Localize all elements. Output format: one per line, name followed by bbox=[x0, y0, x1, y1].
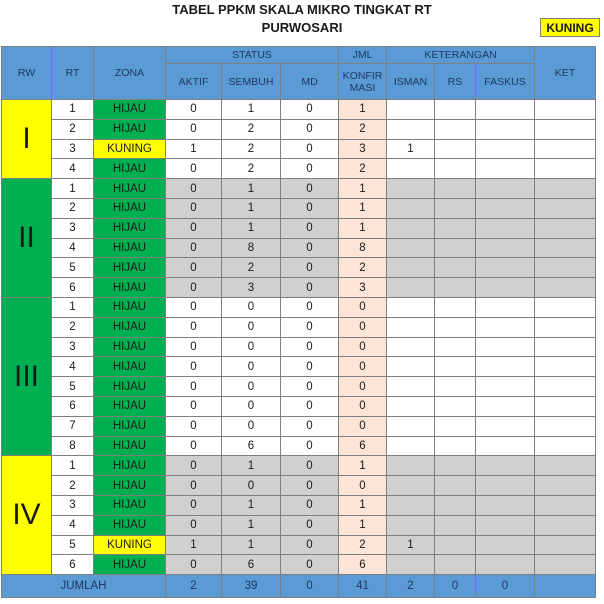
rw-label: I bbox=[2, 100, 52, 179]
table-row bbox=[2, 357, 596, 377]
aktif-cell: 0 bbox=[166, 317, 222, 337]
table-row bbox=[2, 515, 596, 535]
header-jml-line1: JML bbox=[339, 47, 387, 64]
ket-cell bbox=[535, 476, 596, 496]
zona-cell: HIJAU bbox=[94, 100, 166, 120]
rt-cell: 3 bbox=[52, 495, 94, 515]
total-label: JUMLAH bbox=[2, 575, 166, 598]
rt-cell: 8 bbox=[52, 436, 94, 456]
konfirmasi-cell: 1 bbox=[339, 179, 387, 199]
table-row bbox=[2, 396, 596, 416]
md-cell: 0 bbox=[281, 377, 339, 397]
aktif-cell: 0 bbox=[166, 476, 222, 496]
header-konfirmasi bbox=[339, 64, 387, 100]
rs-cell bbox=[435, 456, 476, 476]
zona-cell: HIJAU bbox=[94, 258, 166, 278]
ket-cell bbox=[535, 198, 596, 218]
faskus-cell bbox=[476, 476, 535, 496]
sembuh-cell: 8 bbox=[222, 238, 281, 258]
zona-cell: HIJAU bbox=[94, 436, 166, 456]
rt-cell: 3 bbox=[52, 218, 94, 238]
konfirmasi-cell: 0 bbox=[339, 476, 387, 496]
ket-cell bbox=[535, 100, 596, 120]
isman-cell bbox=[387, 357, 435, 377]
isman-cell: 1 bbox=[387, 535, 435, 555]
aktif-cell: 0 bbox=[166, 278, 222, 298]
rs-cell bbox=[435, 139, 476, 159]
sembuh-cell: 1 bbox=[222, 535, 281, 555]
header-sembuh: SEMBUH bbox=[222, 64, 281, 100]
table-row bbox=[2, 377, 596, 397]
aktif-cell: 0 bbox=[166, 297, 222, 317]
sembuh-cell: 1 bbox=[222, 179, 281, 199]
konfirmasi-cell: 1 bbox=[339, 100, 387, 120]
table-row bbox=[2, 337, 596, 357]
faskus-cell bbox=[476, 119, 535, 139]
zona-cell: HIJAU bbox=[94, 377, 166, 397]
zona-cell: HIJAU bbox=[94, 297, 166, 317]
isman-cell bbox=[387, 317, 435, 337]
total-md: 0 bbox=[281, 575, 339, 598]
zona-cell: HIJAU bbox=[94, 495, 166, 515]
isman-cell bbox=[387, 238, 435, 258]
konfirmasi-cell: 1 bbox=[339, 218, 387, 238]
table-row bbox=[2, 476, 596, 496]
rt-cell: 2 bbox=[52, 198, 94, 218]
rs-cell bbox=[435, 416, 476, 436]
zona-cell: HIJAU bbox=[94, 159, 166, 179]
faskus-cell bbox=[476, 159, 535, 179]
page-title: TABEL PPKM SKALA MIKRO TINGKAT RT bbox=[172, 2, 432, 17]
faskus-cell bbox=[476, 515, 535, 535]
sembuh-cell: 2 bbox=[222, 119, 281, 139]
md-cell: 0 bbox=[281, 476, 339, 496]
table-row bbox=[2, 456, 596, 476]
md-cell: 0 bbox=[281, 317, 339, 337]
rs-cell bbox=[435, 436, 476, 456]
rs-cell bbox=[435, 218, 476, 238]
rt-cell: 1 bbox=[52, 100, 94, 120]
konfirmasi-cell: 2 bbox=[339, 258, 387, 278]
ket-cell bbox=[535, 377, 596, 397]
ket-cell bbox=[535, 555, 596, 575]
faskus-cell bbox=[476, 535, 535, 555]
zona-cell: HIJAU bbox=[94, 396, 166, 416]
total-isman: 2 bbox=[387, 575, 435, 598]
zona-cell: HIJAU bbox=[94, 515, 166, 535]
ket-cell bbox=[535, 278, 596, 298]
zona-cell: HIJAU bbox=[94, 476, 166, 496]
isman-cell bbox=[387, 396, 435, 416]
rt-cell: 5 bbox=[52, 258, 94, 278]
isman-cell bbox=[387, 456, 435, 476]
rs-cell bbox=[435, 100, 476, 120]
total-faskus: 0 bbox=[476, 575, 535, 598]
isman-cell bbox=[387, 555, 435, 575]
rs-cell bbox=[435, 258, 476, 278]
status-badge: KUNING bbox=[540, 18, 600, 37]
total-konfirmasi: 41 bbox=[339, 575, 387, 598]
isman-cell bbox=[387, 218, 435, 238]
header-zona: ZONA bbox=[94, 47, 166, 100]
zona-cell: HIJAU bbox=[94, 119, 166, 139]
rs-cell bbox=[435, 535, 476, 555]
isman-cell bbox=[387, 377, 435, 397]
rs-cell bbox=[435, 179, 476, 199]
rt-cell: 3 bbox=[52, 139, 94, 159]
rt-cell: 6 bbox=[52, 555, 94, 575]
md-cell: 0 bbox=[281, 416, 339, 436]
rs-cell bbox=[435, 297, 476, 317]
header-rt: RT bbox=[52, 47, 94, 100]
isman-cell bbox=[387, 337, 435, 357]
ket-cell bbox=[535, 317, 596, 337]
faskus-cell bbox=[476, 436, 535, 456]
konfirmasi-cell: 0 bbox=[339, 317, 387, 337]
faskus-cell bbox=[476, 357, 535, 377]
rt-cell: 2 bbox=[52, 119, 94, 139]
page-subtitle: PURWOSARI bbox=[261, 20, 343, 35]
total-row bbox=[2, 575, 596, 598]
ket-cell bbox=[535, 535, 596, 555]
isman-cell bbox=[387, 297, 435, 317]
rw-label: II bbox=[2, 179, 52, 298]
table-row bbox=[2, 198, 596, 218]
md-cell: 0 bbox=[281, 337, 339, 357]
faskus-cell bbox=[476, 258, 535, 278]
konfirmasi-cell: 3 bbox=[339, 278, 387, 298]
faskus-cell bbox=[476, 396, 535, 416]
aktif-cell: 0 bbox=[166, 416, 222, 436]
isman-cell bbox=[387, 179, 435, 199]
faskus-cell bbox=[476, 139, 535, 159]
konfirmasi-cell: 0 bbox=[339, 357, 387, 377]
isman-cell bbox=[387, 278, 435, 298]
zona-cell: HIJAU bbox=[94, 337, 166, 357]
isman-cell bbox=[387, 198, 435, 218]
rw-label: III bbox=[2, 297, 52, 455]
aktif-cell: 0 bbox=[166, 396, 222, 416]
table-row bbox=[2, 218, 596, 238]
aktif-cell: 0 bbox=[166, 495, 222, 515]
ket-cell bbox=[535, 258, 596, 278]
sembuh-cell: 1 bbox=[222, 218, 281, 238]
rt-cell: 4 bbox=[52, 159, 94, 179]
konfirmasi-cell: 2 bbox=[339, 119, 387, 139]
ket-cell bbox=[535, 396, 596, 416]
table-row bbox=[2, 555, 596, 575]
rt-cell: 6 bbox=[52, 278, 94, 298]
sembuh-cell: 0 bbox=[222, 377, 281, 397]
konfirmasi-cell: 0 bbox=[339, 337, 387, 357]
sembuh-cell: 2 bbox=[222, 139, 281, 159]
total-aktif: 2 bbox=[166, 575, 222, 598]
table-row bbox=[2, 416, 596, 436]
konfirmasi-cell: 0 bbox=[339, 377, 387, 397]
header-rw: RW bbox=[2, 47, 52, 100]
konfirmasi-cell: 1 bbox=[339, 515, 387, 535]
aktif-cell: 0 bbox=[166, 238, 222, 258]
rs-cell bbox=[435, 476, 476, 496]
faskus-cell bbox=[476, 416, 535, 436]
md-cell: 0 bbox=[281, 396, 339, 416]
zona-cell: HIJAU bbox=[94, 317, 166, 337]
rs-cell bbox=[435, 278, 476, 298]
isman-cell bbox=[387, 119, 435, 139]
sembuh-cell: 3 bbox=[222, 278, 281, 298]
faskus-cell bbox=[476, 238, 535, 258]
rt-cell: 4 bbox=[52, 238, 94, 258]
rt-cell: 2 bbox=[52, 476, 94, 496]
isman-cell bbox=[387, 258, 435, 278]
md-cell: 0 bbox=[281, 278, 339, 298]
sembuh-cell: 2 bbox=[222, 258, 281, 278]
table-row bbox=[2, 139, 596, 159]
konfirmasi-cell: 0 bbox=[339, 416, 387, 436]
md-cell: 0 bbox=[281, 258, 339, 278]
rw-label: IV bbox=[2, 456, 52, 575]
faskus-cell bbox=[476, 179, 535, 199]
md-cell: 0 bbox=[281, 238, 339, 258]
konfirmasi-cell: 1 bbox=[339, 495, 387, 515]
zona-cell: HIJAU bbox=[94, 357, 166, 377]
rs-cell bbox=[435, 357, 476, 377]
sembuh-cell: 0 bbox=[222, 297, 281, 317]
zona-cell: HIJAU bbox=[94, 456, 166, 476]
ket-cell bbox=[535, 159, 596, 179]
header-md: MD bbox=[281, 64, 339, 100]
table-row bbox=[2, 436, 596, 456]
ket-cell bbox=[535, 139, 596, 159]
aktif-cell: 0 bbox=[166, 377, 222, 397]
rs-cell bbox=[435, 377, 476, 397]
rt-cell: 4 bbox=[52, 515, 94, 535]
rs-cell bbox=[435, 119, 476, 139]
total-ket bbox=[535, 575, 596, 598]
header-isman: ISMAN bbox=[387, 64, 435, 100]
rt-cell: 1 bbox=[52, 456, 94, 476]
ket-cell bbox=[535, 357, 596, 377]
table-row bbox=[2, 495, 596, 515]
faskus-cell bbox=[476, 100, 535, 120]
rs-cell bbox=[435, 515, 476, 535]
sembuh-cell: 1 bbox=[222, 515, 281, 535]
table-row bbox=[2, 535, 596, 555]
md-cell: 0 bbox=[281, 179, 339, 199]
table-row bbox=[2, 317, 596, 337]
konfirmasi-cell: 8 bbox=[339, 238, 387, 258]
konfirmasi-cell: 0 bbox=[339, 396, 387, 416]
isman-cell bbox=[387, 515, 435, 535]
zona-cell: HIJAU bbox=[94, 198, 166, 218]
header-konfirmasi-line3: MASI bbox=[349, 81, 376, 94]
rs-cell bbox=[435, 337, 476, 357]
sembuh-cell: 6 bbox=[222, 436, 281, 456]
rs-cell bbox=[435, 159, 476, 179]
rt-cell: 7 bbox=[52, 416, 94, 436]
ket-cell bbox=[535, 416, 596, 436]
sembuh-cell: 1 bbox=[222, 495, 281, 515]
isman-cell bbox=[387, 159, 435, 179]
aktif-cell: 1 bbox=[166, 139, 222, 159]
md-cell: 0 bbox=[281, 456, 339, 476]
rt-cell: 2 bbox=[52, 317, 94, 337]
rs-cell bbox=[435, 396, 476, 416]
isman-cell bbox=[387, 100, 435, 120]
md-cell: 0 bbox=[281, 357, 339, 377]
faskus-cell bbox=[476, 297, 535, 317]
sembuh-cell: 0 bbox=[222, 396, 281, 416]
konfirmasi-cell: 6 bbox=[339, 555, 387, 575]
zona-cell: HIJAU bbox=[94, 218, 166, 238]
ket-cell bbox=[535, 218, 596, 238]
aktif-cell: 0 bbox=[166, 456, 222, 476]
md-cell: 0 bbox=[281, 100, 339, 120]
konfirmasi-cell: 6 bbox=[339, 436, 387, 456]
faskus-cell bbox=[476, 377, 535, 397]
sembuh-cell: 0 bbox=[222, 416, 281, 436]
aktif-cell: 0 bbox=[166, 515, 222, 535]
rt-cell: 1 bbox=[52, 179, 94, 199]
aktif-cell: 0 bbox=[166, 198, 222, 218]
aktif-cell: 0 bbox=[166, 119, 222, 139]
faskus-cell bbox=[476, 555, 535, 575]
konfirmasi-cell: 2 bbox=[339, 159, 387, 179]
ket-cell bbox=[535, 238, 596, 258]
header-rs: RS bbox=[435, 64, 476, 100]
ket-cell bbox=[535, 337, 596, 357]
aktif-cell: 0 bbox=[166, 159, 222, 179]
faskus-cell bbox=[476, 495, 535, 515]
sembuh-cell: 2 bbox=[222, 159, 281, 179]
aktif-cell: 0 bbox=[166, 357, 222, 377]
rt-cell: 4 bbox=[52, 357, 94, 377]
table-row bbox=[2, 297, 596, 317]
aktif-cell: 1 bbox=[166, 535, 222, 555]
isman-cell bbox=[387, 436, 435, 456]
table-body bbox=[2, 100, 596, 575]
zona-cell: HIJAU bbox=[94, 179, 166, 199]
table-row bbox=[2, 238, 596, 258]
zona-cell: KUNING bbox=[94, 139, 166, 159]
sembuh-cell: 1 bbox=[222, 456, 281, 476]
ket-cell bbox=[535, 119, 596, 139]
header-ket: KET bbox=[535, 47, 596, 100]
aktif-cell: 0 bbox=[166, 100, 222, 120]
rs-cell bbox=[435, 495, 476, 515]
md-cell: 0 bbox=[281, 555, 339, 575]
sembuh-cell: 0 bbox=[222, 357, 281, 377]
total-rs: 0 bbox=[435, 575, 476, 598]
rt-cell: 6 bbox=[52, 396, 94, 416]
zona-cell: HIJAU bbox=[94, 278, 166, 298]
rt-cell: 5 bbox=[52, 377, 94, 397]
md-cell: 0 bbox=[281, 297, 339, 317]
aktif-cell: 0 bbox=[166, 436, 222, 456]
faskus-cell bbox=[476, 317, 535, 337]
aktif-cell: 0 bbox=[166, 218, 222, 238]
zona-cell: HIJAU bbox=[94, 416, 166, 436]
md-cell: 0 bbox=[281, 139, 339, 159]
header-keterangan: KETERANGAN bbox=[387, 47, 535, 64]
table-row bbox=[2, 119, 596, 139]
header-faskus: FASKUS bbox=[476, 64, 535, 100]
sembuh-cell: 1 bbox=[222, 100, 281, 120]
faskus-cell bbox=[476, 337, 535, 357]
faskus-cell bbox=[476, 198, 535, 218]
rt-cell: 1 bbox=[52, 297, 94, 317]
isman-cell bbox=[387, 495, 435, 515]
konfirmasi-cell: 3 bbox=[339, 139, 387, 159]
ket-cell bbox=[535, 297, 596, 317]
sembuh-cell: 0 bbox=[222, 476, 281, 496]
konfirmasi-cell: 1 bbox=[339, 198, 387, 218]
header-konfirmasi-line2: KONFIR bbox=[342, 69, 383, 82]
table-row bbox=[2, 278, 596, 298]
md-cell: 0 bbox=[281, 436, 339, 456]
isman-cell bbox=[387, 476, 435, 496]
rt-cell: 3 bbox=[52, 337, 94, 357]
zona-cell: KUNING bbox=[94, 535, 166, 555]
aktif-cell: 0 bbox=[166, 337, 222, 357]
header-status: STATUS bbox=[166, 47, 339, 64]
total-sembuh: 39 bbox=[222, 575, 281, 598]
zona-cell: HIJAU bbox=[94, 238, 166, 258]
sembuh-cell: 0 bbox=[222, 317, 281, 337]
konfirmasi-cell: 1 bbox=[339, 456, 387, 476]
md-cell: 0 bbox=[281, 198, 339, 218]
table-row bbox=[2, 179, 596, 199]
isman-cell: 1 bbox=[387, 139, 435, 159]
ket-cell bbox=[535, 179, 596, 199]
ket-cell bbox=[535, 495, 596, 515]
rs-cell bbox=[435, 317, 476, 337]
ket-cell bbox=[535, 456, 596, 476]
faskus-cell bbox=[476, 218, 535, 238]
md-cell: 0 bbox=[281, 159, 339, 179]
faskus-cell bbox=[476, 456, 535, 476]
md-cell: 0 bbox=[281, 515, 339, 535]
sembuh-cell: 0 bbox=[222, 337, 281, 357]
table-row bbox=[2, 159, 596, 179]
sembuh-cell: 6 bbox=[222, 555, 281, 575]
md-cell: 0 bbox=[281, 218, 339, 238]
faskus-cell bbox=[476, 278, 535, 298]
sembuh-cell: 1 bbox=[222, 198, 281, 218]
aktif-cell: 0 bbox=[166, 258, 222, 278]
rs-cell bbox=[435, 555, 476, 575]
rs-cell bbox=[435, 238, 476, 258]
ppkm-table bbox=[1, 46, 596, 598]
rs-cell bbox=[435, 198, 476, 218]
isman-cell bbox=[387, 416, 435, 436]
konfirmasi-cell: 2 bbox=[339, 535, 387, 555]
header-aktif: AKTIF bbox=[166, 64, 222, 100]
ket-cell bbox=[535, 515, 596, 535]
md-cell: 0 bbox=[281, 495, 339, 515]
md-cell: 0 bbox=[281, 535, 339, 555]
aktif-cell: 0 bbox=[166, 555, 222, 575]
table-row bbox=[2, 258, 596, 278]
aktif-cell: 0 bbox=[166, 179, 222, 199]
konfirmasi-cell: 0 bbox=[339, 297, 387, 317]
md-cell: 0 bbox=[281, 119, 339, 139]
table-row bbox=[2, 100, 596, 120]
ket-cell bbox=[535, 436, 596, 456]
zona-cell: HIJAU bbox=[94, 555, 166, 575]
rt-cell: 5 bbox=[52, 535, 94, 555]
